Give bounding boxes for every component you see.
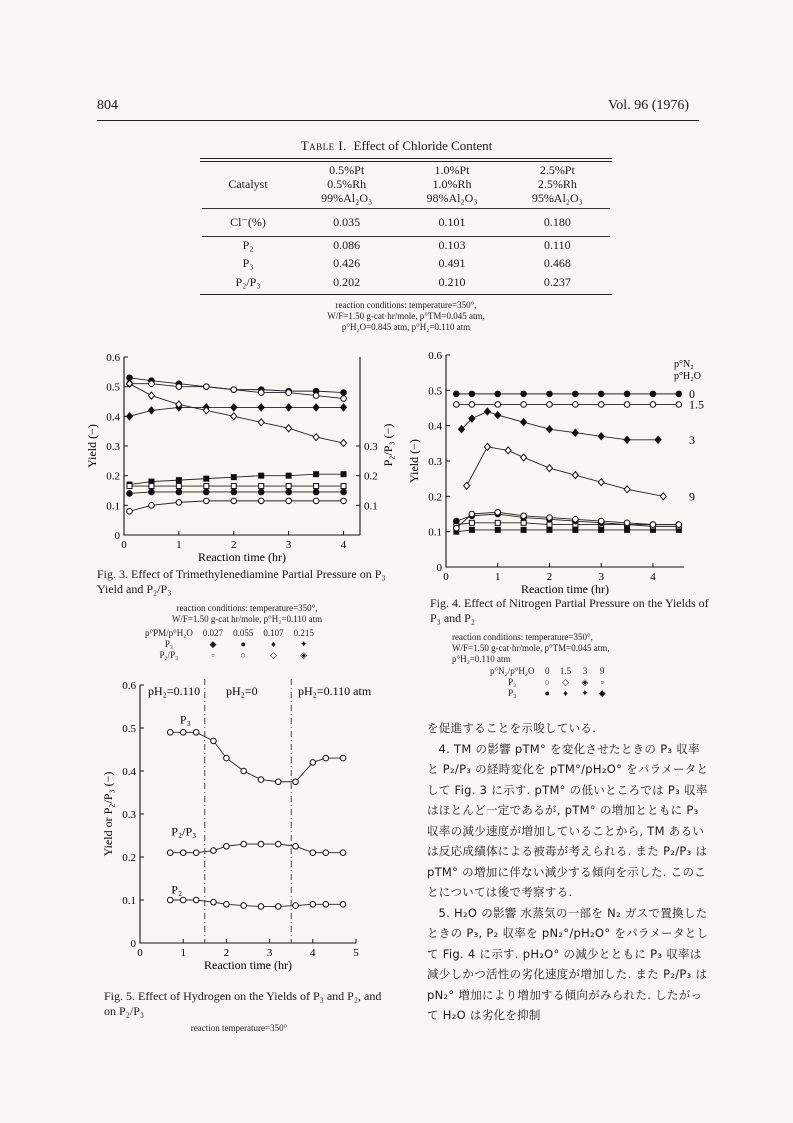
table-catalyst-2: 1.0%Pt 1.0%Rh 98%Al₂O₃ [426,162,478,205]
data-point [286,473,291,478]
data-point [676,522,682,528]
data-point [340,902,346,908]
data-point [224,843,230,849]
y2-tick-label: 0.2 [364,470,378,483]
y-tick-label: 0.2 [122,852,136,864]
legend-value: 0.215 [293,628,314,638]
legend-marker-icon: ✦ [299,639,308,649]
table-cell: 0.110 [544,238,571,253]
series-line [129,407,343,416]
fig4-conditions: reaction conditions: temperature=350°, W/F=1.50 g-cat·hr/mole, p°TM=0.045 atm, p°H₂=0.110 atm [452,632,610,664]
x-axis-label: Reaction time (hr) [521,582,609,596]
data-point [180,897,186,903]
data-point [624,402,630,408]
data-point [275,841,281,847]
table-top-rule [200,158,612,159]
table-row-label: P₃ [242,256,254,270]
y-tick-label: 0.3 [122,809,136,821]
data-point [572,472,578,479]
data-point [495,509,501,515]
data-point [258,419,264,426]
legend-marker-icon: ○ [240,650,246,660]
data-point [167,730,173,736]
data-point [469,520,474,525]
region-label: pH₂=0.110 atm [298,684,372,698]
data-point [224,902,230,908]
data-point [454,525,460,531]
data-point [286,484,291,489]
table-bottom-rule [200,294,612,295]
legend-header: p°N₂/p°H₂O [490,666,535,676]
data-point [258,404,264,411]
y-tick-label: 0.4 [122,766,136,778]
data-point [340,755,346,761]
data-point [547,527,552,532]
data-point [495,402,501,408]
data-point [204,484,209,489]
data-point [231,489,237,495]
data-point [176,489,182,495]
table-title [0,138,793,154]
fig4-chart [404,345,714,595]
data-point [231,387,237,393]
data-point [340,850,346,856]
data-point [546,426,552,433]
data-point [258,390,264,396]
curve-label: 1.5 [689,397,704,412]
data-point [258,489,264,495]
data-point [521,527,526,532]
series-line [462,412,659,440]
y-tick-label: 0.4 [428,420,442,433]
legend-marker-icon: ○ [544,677,550,687]
data-point [341,498,347,504]
data-point [454,518,460,524]
data-point [598,479,604,486]
fig3-legend [140,628,319,661]
legend-value: 3 [582,666,588,676]
data-point [176,478,181,483]
table-title-text: Effect of Chloride Content [353,138,493,153]
data-point [650,402,656,408]
data-point [521,513,527,519]
table-cell: 0.035 [333,215,361,229]
legend-value: 1.5 [559,666,572,676]
y-tick-label: 0.1 [428,526,442,539]
data-point [231,404,237,411]
legend-row-label: P₃ [164,639,173,649]
curve-label: P₃ [179,712,191,727]
data-point [464,482,470,489]
y2-tick-label: 0.3 [364,441,378,453]
data-point [547,402,553,408]
y-tick-label: 0 [436,562,442,574]
legend-marker-icon: ◆ [598,688,606,698]
curve-label: 3 [689,432,695,447]
data-point [286,390,292,396]
data-point [286,404,292,411]
ratio-label-bottom: p°H₂O [674,371,701,382]
x-axis-label: Reaction time (hr) [198,550,286,564]
data-point [313,393,319,399]
region-label: pH₂=0.110 [148,684,201,698]
data-point [258,498,264,504]
y-tick-label: 0.6 [122,680,136,692]
x-tick-label: 2 [223,947,230,959]
x-tick-label: 2 [546,571,553,583]
legend-marker-icon: ◆ [209,639,217,649]
data-point [598,433,604,440]
data-point [211,738,217,744]
ratio-label-top: p°N₂ [674,359,694,370]
data-point [313,404,319,411]
legend-value: 0 [544,666,550,676]
fig5-chart [88,675,388,987]
data-point [286,425,292,432]
header-rule [97,120,699,121]
body-paragraph: を促進することを示唆している. [427,721,597,735]
data-point [314,484,319,489]
data-point [241,841,247,847]
data-point [204,498,210,504]
body-text [427,718,709,1026]
table-catalyst-1: 0.5%Pt 0.5%Rh 99%Al₂O₃ [321,162,373,205]
data-point [286,489,292,495]
y-tick-label: 0 [114,530,120,542]
table-row-label: P₂ [242,238,254,253]
data-point [546,465,552,472]
data-point [454,391,460,397]
data-point [469,527,474,532]
legend-marker-icon: ● [240,639,246,649]
y-tick-label: 0.4 [106,411,120,424]
legend-value: 9 [599,666,605,676]
x-tick-label: 1 [176,539,182,551]
data-point [650,391,656,397]
table-header-catalyst: Catalyst [228,176,268,191]
data-point [521,391,527,397]
x-tick-label: 2 [231,539,237,551]
data-point [573,402,579,408]
x-tick-label: 5 [353,947,359,959]
data-point [341,440,347,447]
series-line [170,732,343,781]
data-point [625,527,630,532]
page-number: 804 [97,98,118,113]
data-point [126,413,132,420]
data-point [275,904,281,910]
table-catalyst-3: 2.5%Pt 2.5%Rh 95%Al₂O₃ [531,162,583,205]
data-point [193,897,199,903]
x-tick-label: 3 [598,571,604,583]
data-point [547,515,553,521]
data-point [180,730,186,736]
data-point [323,755,329,761]
data-point [176,500,182,506]
data-point [176,484,181,489]
x-axis-label: Reaction time (hr) [204,958,292,972]
data-point [293,843,299,849]
legend-marker-icon: ◇ [562,677,569,687]
y2-tick-label: 0.1 [364,500,378,513]
data-point [204,476,209,481]
y-axis-label: Yield or P₂/P₃ (−) [101,771,115,857]
x-tick-label: 3 [285,539,292,551]
table-cell: 0.101 [438,215,466,229]
data-point [231,475,236,480]
table-cell: 0.103 [438,238,466,253]
table-row-label: P₂/P₃ [235,275,261,289]
data-point [676,402,682,408]
data-point [454,402,460,408]
data-point [259,473,264,478]
table-cell: 0.202 [333,275,361,289]
legend-marker-icon: ◇ [270,650,277,660]
data-point [469,511,475,517]
data-point [572,429,578,436]
data-point [180,850,186,856]
data-point [521,402,527,408]
data-point [286,498,292,504]
x-tick-label: 3 [266,947,273,959]
data-point [341,390,347,396]
data-point [598,391,604,397]
x-tick-label: 0 [443,571,449,583]
legend-marker-icon: ◈ [581,677,589,687]
data-point [127,484,132,489]
legend-marker-icon: ● [544,688,550,698]
data-point [241,903,247,909]
data-point [293,903,299,909]
data-point [204,489,210,495]
y-tick-label: 0.2 [428,491,442,504]
x-tick-label: 0 [137,947,143,959]
data-point [660,493,666,500]
table-row-label: Cl⁻(%) [230,215,266,229]
data-point [469,391,475,397]
data-point [484,443,490,450]
data-point [149,381,155,387]
legend-value: 0.055 [233,628,254,638]
data-point [495,391,501,397]
data-point [655,436,661,443]
data-point [231,498,237,504]
legend-marker-icon: ◈ [300,650,308,660]
data-point [521,454,527,461]
data-point [521,520,526,525]
curve-label: P₂ [171,882,183,897]
legend-row-label: P₂/P₃ [159,650,179,660]
data-point [484,408,490,415]
data-point [148,407,154,414]
table-cell: 0.426 [333,256,361,270]
series-line [467,447,664,496]
table-cell: 0.210 [438,275,466,289]
curve-label: 0 [689,386,695,401]
legend-value: 0.107 [263,628,284,638]
data-point [521,419,527,426]
journal-volume: Vol. 96 (1976) [608,98,690,113]
y-axis-label: Yield (−) [407,439,421,483]
legend-marker-icon: ▫ [211,650,215,660]
legend-marker-icon: ♦ [271,639,276,649]
table-title-label: Table I. [300,138,347,153]
x-tick-label: 4 [650,571,656,583]
legend-row-label: P₂ [508,677,517,687]
data-point [599,527,604,532]
data-point [650,522,656,528]
data-point [231,484,236,489]
data-point [495,412,501,419]
data-point [149,503,155,509]
data-point [310,902,316,908]
table-cell: 0.468 [543,256,571,270]
data-point [624,391,630,397]
data-point [495,520,500,525]
data-point [598,402,604,408]
legend-marker-icon: ♦ [563,688,568,698]
data-point [624,486,630,493]
data-point [323,902,329,908]
fig4-caption: Fig. 4. Effect of Nitrogen Partial Pressure on the Yields of P₃ and P₂ [430,596,709,625]
body-paragraph: 4. TM の影響 pTM° を変化させたときの P₃ 収率と P₂/P₃ の経時変化を pTM°/pH₂O° をパラメータとして Fig. 3 に示す. pTM° の低いところでは P₃ 収率はほとんど一定であるが, pTM° の増加とともに P₃ 収率の減少速度が増加していることから, TM あるいは反応成績体による被毒が考えられる. また P₂/P₃ は pTM° の増加に伴ない減少する傾向を示した. このことについては後で考察する. [427,741,709,899]
data-point [313,489,319,495]
data-point [341,484,346,489]
y-tick-label: 0.6 [428,350,442,362]
legend-value: 0.027 [202,628,224,638]
table-cell: 0.491 [438,256,466,270]
table-cell: 0.180 [543,215,571,229]
axis-frame [124,357,360,535]
chloride-table [202,160,610,292]
data-point [598,518,604,524]
y-tick-label: 0 [130,938,136,950]
y-tick-label: 0.1 [122,895,136,907]
fig3-chart [85,345,395,567]
data-point [211,899,217,905]
table-conditions: reaction conditions: temperature=350°, W/F=1.50 g-cat·hr/mole, p°TM=0.045 atm, p°H₂O=0.845 atm, p°H₂=0.110 atm [327,300,485,332]
y-tick-label: 0.1 [106,500,120,513]
data-point [193,730,199,736]
data-point [293,779,299,785]
data-point [573,391,579,397]
data-point [469,402,475,408]
fig5-caption: Fig. 5. Effect of Hydrogen on the Yields of P₃ and P₂, and on P₂/P₃ [104,989,382,1018]
data-point [547,391,553,397]
data-point [547,522,552,527]
data-point [573,517,579,523]
data-point [275,779,281,785]
region-label: pH₂=0 [226,684,258,698]
body-paragraph: 5. H₂O の影響 水蒸気の一部を N₂ ガスで置換したときの P₃, P₂ 収率を pN₂°/pH₂O° をパラメータとして Fig. 4 に示す. pH₂O° の減少とともに P₃ 収率は減少しかつ活性の劣化速度が増加した. また P₂/P₃ は pN₂° 増加により増加する傾向がみられた. したがって H₂O は劣化を抑制 [427,905,709,1022]
data-point [624,520,630,526]
y-tick-label: 0.3 [106,441,120,453]
data-point [259,484,264,489]
data-point [676,391,682,397]
data-point [167,897,173,903]
table-cell: 0.086 [333,238,361,253]
data-point [314,472,319,477]
data-point [341,489,347,495]
curve-label: 9 [689,489,695,504]
data-point [211,848,217,854]
axis-frame [446,355,684,567]
data-point [241,768,247,774]
data-point [313,498,319,504]
legend-header: p°PM/p°H₂O [145,628,193,638]
legend-marker-icon: ✦ [581,688,589,698]
legend-row-label: P₃ [508,688,517,698]
data-point [505,447,511,454]
y-tick-label: 0.5 [428,385,442,398]
series-line [129,384,343,443]
x-tick-label: 4 [340,539,347,551]
data-point [258,777,264,783]
data-point [149,484,154,489]
data-point [149,489,155,495]
data-point [127,491,133,497]
y-tick-label: 0.5 [122,723,136,735]
data-point [231,413,237,420]
x-tick-label: 4 [310,947,316,959]
fig3-conditions: reaction conditions: temperature=350°, W/F=1.50 g-cat hr/mole, p°H₂=0.110 atm [171,603,323,624]
fig5-conditions: reaction temperature=350° [190,1023,288,1033]
data-point [313,434,319,441]
y-axis-label: Yield (−) [85,424,99,468]
data-point [193,850,199,856]
y-tick-label: 0.3 [428,456,442,468]
series-line [456,530,678,532]
y-tick-label: 0.5 [106,381,120,394]
data-point [167,850,173,856]
data-point [310,850,316,856]
x-tick-label: 1 [180,947,186,959]
data-point [127,508,133,514]
data-point [624,436,630,443]
data-point [148,392,154,399]
data-point [341,472,346,477]
fig4-legend [485,666,611,699]
y-tick-label: 0.6 [106,352,120,364]
table-cell: 0.237 [543,275,571,289]
data-point [176,384,182,390]
y-tick-label: 0.2 [106,470,120,483]
data-point [224,755,230,761]
legend-marker-icon: ▫ [600,677,604,687]
data-point [573,527,578,532]
data-point [323,850,329,856]
data-point [341,396,347,402]
data-point [495,527,500,532]
fig3-caption: Fig. 3. Effect of Trimethylenediamine Partial Pressure on P₃ Yield and P₂/P₃ [97,567,386,596]
data-point [310,760,316,766]
data-point [258,904,264,910]
curve-label: P₂/P₃ [171,824,197,839]
x-tick-label: 0 [121,539,127,551]
y2-axis-label: P₂/P₃ (−) [381,423,395,467]
data-point [258,841,264,847]
data-point [204,384,210,390]
data-point [341,404,347,411]
x-tick-label: 1 [494,571,501,583]
